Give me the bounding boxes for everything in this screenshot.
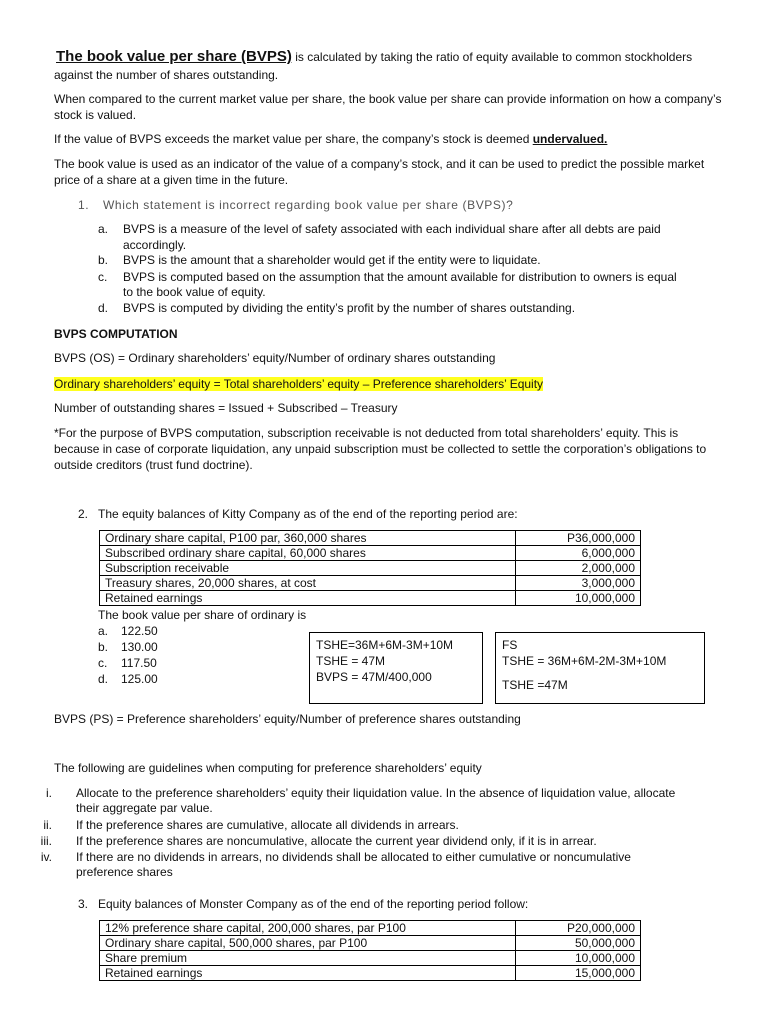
ps-guidelines-intro: The following are guidelines when computing for preference shareholders’ equity: [54, 761, 482, 775]
guideline-iv-cont: preference shares: [76, 865, 173, 879]
box-line: TSHE = 47M: [316, 654, 386, 668]
row-amount: 15,000,000: [516, 966, 641, 981]
table-row: [100, 591, 641, 606]
box-line: TSHE =47M: [502, 678, 568, 692]
row-amount: 50,000,000: [516, 936, 641, 951]
row-amount: 10,000,000: [516, 591, 641, 606]
monster-equity-table: [99, 920, 641, 981]
table-row: [100, 936, 641, 951]
box-line: TSHE = 36M+6M-2M-3M+10M: [502, 654, 667, 668]
guideline-text: If the preference shares are noncumulative, allocate the current year dividend only, if it is in arrear.: [76, 834, 597, 848]
q2-text: The equity balances of Kitty Company as of the end of the reporting period are:: [98, 507, 518, 521]
q1-number: 1.: [78, 198, 90, 212]
option-label: b.: [98, 253, 109, 267]
p3-text: If the value of BVPS exceeds the market value per share, the company’s stock is deemed: [54, 132, 533, 146]
option-label: c.: [98, 270, 108, 284]
solution-box-1: [309, 632, 483, 704]
q3-number: 3.: [78, 897, 89, 911]
guideline-text: Allocate to the preference shareholders’ equity their liquidation value. In the absence of liquidation value, allocate: [76, 786, 676, 800]
row-item: Share premium: [100, 951, 516, 966]
computation-heading: BVPS COMPUTATION: [54, 327, 178, 341]
computation-note: *For the purpose of BVPS computation, subscription receivable is not deducted from total shareholders’ equity. This is because in case of corporate liquidation, any unpaid subscription must be collected to settle the corporation’s obligations to outside creditors (trust fund doctrine).: [54, 426, 707, 472]
guideline-num: ii.: [43, 818, 52, 832]
q2-option-d: [98, 671, 158, 687]
option-text: BVPS is a measure of the level of safety associated with each individual share after all debts are paid: [123, 222, 661, 236]
intro-paragraph-3: [54, 131, 724, 147]
row-amount: 2,000,000: [516, 561, 641, 576]
row-amount: 6,000,000: [516, 546, 641, 561]
intro-title-rest: is calculated by taking the ratio of equity available to common stockholders: [291, 50, 693, 64]
option-label: a.: [98, 222, 109, 236]
undervalued-emphasis: undervalued.: [532, 132, 608, 146]
guideline-num: iv.: [40, 850, 52, 864]
row-item: Subscription receivable: [100, 561, 516, 576]
option-value: 122.50: [121, 624, 158, 638]
q2-number: 2.: [78, 507, 89, 521]
row-amount: P36,000,000: [516, 531, 641, 546]
q1-option-a-cont: accordingly.: [123, 238, 187, 252]
option-text: BVPS is computed based on the assumption that the amount available for distribution to owners is equal: [123, 270, 677, 284]
option-label: a.: [98, 624, 109, 638]
row-item: Retained earnings: [100, 966, 516, 981]
page-title: The book value per share (BVPS): [56, 48, 292, 65]
table-row: [100, 921, 641, 936]
row-amount: 10,000,000: [516, 951, 641, 966]
highlighted-formula: [54, 376, 543, 392]
table-row: [100, 966, 641, 981]
box-line: FS: [502, 638, 518, 652]
q2-option-a: [98, 623, 158, 639]
guideline-text: If the preference shares are cumulative, allocate all dividends in arrears.: [76, 818, 459, 832]
table-row: [100, 531, 641, 546]
q2-option-b: [98, 639, 158, 655]
q2-option-c: [98, 655, 157, 671]
q1-text: Which statement is incorrect regarding book value per share (BVPS)?: [103, 198, 514, 212]
option-text: BVPS is the amount that a shareholder would get if the entity were to liquidate.: [123, 253, 541, 267]
option-value: 117.50: [121, 656, 157, 670]
option-label: c.: [98, 656, 108, 670]
row-item: Ordinary share capital, 500,000 shares, par P100: [100, 936, 516, 951]
intro-line2: against the number of shares outstanding.: [54, 68, 279, 82]
row-item: Ordinary share capital, P100 par, 360,000 shares: [100, 531, 516, 546]
intro-paragraph-2: When compared to the current market value per share, the book value per share can provide information on how a company’s stock is valued.: [54, 92, 722, 122]
row-item: Subscribed ordinary share capital, 60,000 shares: [100, 546, 516, 561]
box-line: BVPS = 47M/400,000: [316, 670, 432, 684]
option-label: d.: [98, 672, 109, 686]
q3-text: Equity balances of Monster Company as of the end of the reporting period follow:: [98, 897, 529, 911]
option-label: d.: [98, 301, 109, 315]
ps-formula: BVPS (PS) = Preference shareholders’ equity/Number of preference shares outstanding: [54, 712, 521, 726]
option-value: 130.00: [121, 640, 158, 654]
intro-title-line: [56, 49, 756, 65]
guideline-num: iii.: [40, 834, 52, 848]
option-text: BVPS is computed by dividing the entity’s profit by the number of shares outstanding.: [123, 301, 576, 315]
option-label: b.: [98, 640, 109, 654]
box-line: TSHE=36M+6M-3M+10M: [316, 638, 454, 652]
os-formula: BVPS (OS) = Ordinary shareholders’ equity/Number of ordinary shares outstanding: [54, 351, 496, 365]
guideline-i-cont: their aggregate par value.: [76, 801, 213, 815]
option-value: 125.00: [121, 672, 158, 686]
table-row: [100, 951, 641, 966]
table-row: [100, 546, 641, 561]
row-item: 12% preference share capital, 200,000 shares, par P100: [100, 921, 516, 936]
q1-option-c-cont: to the book value of equity.: [123, 285, 266, 299]
row-item: Retained earnings: [100, 591, 516, 606]
q2-question: The book value per share of ordinary is: [98, 608, 307, 622]
intro-paragraph-4: The book value is used as an indicator of the value of a company’s stock, and it can be used to predict the possible market price of a share at a given time in the future.: [54, 157, 705, 187]
table-row: [100, 576, 641, 591]
row-item: Treasury shares, 20,000 shares, at cost: [100, 576, 516, 591]
outstanding-shares-formula: Number of outstanding shares = Issued + Subscribed – Treasury: [54, 401, 398, 415]
kitty-equity-table: [99, 530, 641, 606]
row-amount: 3,000,000: [516, 576, 641, 591]
guideline-text: If there are no dividends in arrears, no dividends shall be allocated to either cumulative or noncumulative: [76, 850, 631, 864]
guideline-num: i.: [46, 786, 52, 800]
table-row: [100, 561, 641, 576]
solution-box-2: [495, 632, 705, 704]
row-amount: P20,000,000: [516, 921, 641, 936]
highlight-text: Ordinary shareholders’ equity = Total shareholders’ equity – Preference shareholders’ Equity: [54, 377, 544, 391]
